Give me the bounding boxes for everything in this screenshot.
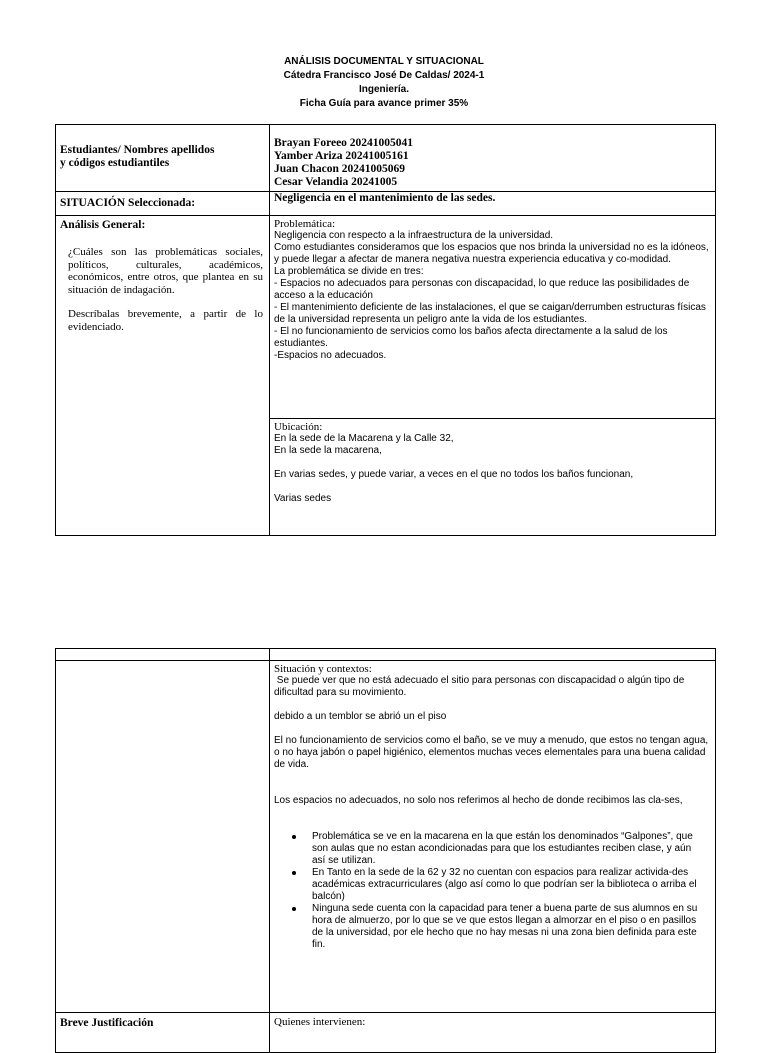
empty-cell <box>56 649 270 661</box>
ficha-table-1 <box>55 124 716 536</box>
list-item <box>312 903 705 951</box>
document-header <box>0 55 768 111</box>
situacion-label: SITUACIÓN Seleccionada: <box>60 197 196 209</box>
quienes-intervienen-label: Quienes intervienen: <box>274 1016 366 1028</box>
situacion-value-cell <box>270 192 716 216</box>
breve-justificacion-cell <box>56 1013 270 1053</box>
ubicacion-title: Ubicación: <box>274 421 323 433</box>
contextos-paragraph: Se puede ver que no está adecuado el sitio para personas con discapacidad o algún tipo de dificultad para su movimiento. <box>274 675 688 698</box>
students-label-line1: Estudiantes/ Nombres apellidos <box>60 144 215 156</box>
problematica-line: -Espacios no adecuados. <box>274 350 387 361</box>
bullet-text: En Tanto en la sede de la 62 y 32 no cuentan con espacios para realizar activida-des académicas extracurriculares (algo así como lo que podrían ser la biblioteca o arriba el balcón) <box>312 867 697 902</box>
ubicacion-line <box>274 481 711 493</box>
analisis-general-cell <box>56 216 270 536</box>
situacion-label-cell <box>56 192 270 216</box>
contextos-title: Situación y contextos: <box>274 663 372 675</box>
header-catedra: Cátedra Francisco José De Caldas/ 2024-1 <box>283 70 485 81</box>
situacion-value: Negligencia en el mantenimiento de las sedes. <box>274 192 496 204</box>
student-entry: Yamber Ariza 20241005161 <box>274 150 409 162</box>
contextos-bullet-list <box>274 831 711 951</box>
header-faculty: Ingeniería. <box>358 84 409 95</box>
problematica-title: Problemática: <box>274 218 336 230</box>
student-entry: Cesar Velandia 20241005 <box>274 176 398 188</box>
bullet-text: Problemática se ve en la macarena en la que están los denominados “Galpones”, que son aulas que no estan acondicionadas para que los estudiantes reciben clase, y aún así se utilizan. <box>312 831 693 866</box>
analisis-describe: Descríbalas brevemente, a partir de lo evidenciado. <box>68 308 263 333</box>
contextos-paragraph: Los espacios no adecuados, no solo nos referimos al hecho de donde recibimos las cla-ses, <box>274 795 683 806</box>
breve-justificacion-label: Breve Justificación <box>60 1017 154 1029</box>
ubicacion-line: En la sede de la Macarena y la Calle 32, <box>274 433 454 444</box>
ubicacion-line <box>274 457 711 469</box>
empty-cell <box>56 661 270 1013</box>
header-title: ANÁLISIS DOCUMENTAL Y SITUACIONAL <box>284 56 484 67</box>
contextos-paragraph: El no funcionamiento de servicios como el baño, se ve muy a menudo, que estos no tengan agua, o no haya jabón o papel higiénico, elementos muchas veces elementales para una buena calidad de vida. <box>274 735 709 770</box>
bullet-icon <box>292 907 296 911</box>
bullet-text: Ninguna sede cuenta con la capacidad para tener a buena parte de sus alumnos en su hora de almuerzo, por lo que se ve que estos llegan a almorzar en el piso o en pasillos de la universidad, por ele hecho que no hay mesas ni una zona bien definida para este fin. <box>312 903 698 950</box>
problematica-line: La problemática se divide en tres: <box>274 266 424 277</box>
ubicacion-line: Varias sedes <box>274 493 332 504</box>
problematica-line: Negligencia con respecto a la infraestructura de la universidad. <box>274 230 554 241</box>
students-list-cell <box>270 125 716 192</box>
problematica-cell <box>270 216 716 419</box>
problematica-line: - Espacios no adecuados para personas con discapacidad, lo que reduce las posibilidades de acceso a la educación <box>274 278 693 301</box>
problematica-line: Como estudiantes consideramos que los espacios que nos brinda la universidad no es la idóneos, y puede llegar a afectar de manera negativa nuestra experiencia educativa y co-modidad. <box>274 242 712 265</box>
empty-cell <box>270 649 716 661</box>
list-item <box>312 867 705 903</box>
student-entry: Brayan Foreeo 20241005041 <box>274 137 414 149</box>
contextos-cell <box>270 661 716 1013</box>
student-entry: Juan Chacon 20241005069 <box>274 163 405 175</box>
analisis-general-title: Análisis General: <box>60 219 146 231</box>
bullet-icon <box>292 835 296 839</box>
contextos-paragraph: debido a un temblor se abrió un el piso <box>274 711 447 722</box>
students-label-cell <box>56 125 270 192</box>
ubicacion-line: En varias sedes, y puede variar, a veces en el que no todos los baños funcionan, <box>274 469 634 480</box>
bullet-icon <box>292 871 296 875</box>
header-subtitle: Ficha Guía para avance primer 35% <box>299 98 469 109</box>
quienes-intervienen-cell <box>270 1013 716 1053</box>
list-item <box>312 831 705 867</box>
students-label-line2: y códigos estudiantiles <box>60 157 170 169</box>
ubicacion-line: En la sede la macarena, <box>274 445 382 456</box>
problematica-line: - El mantenimiento deficiente de las instalaciones, el que se caigan/derrumben estructuras físicas de la universidad representa un peligro ante la vida de los estudiantes. <box>274 302 709 325</box>
ubicacion-cell <box>270 419 716 536</box>
ficha-table-2 <box>55 648 716 1053</box>
problematica-line: - El no funcionamiento de servicios como los baños afecta directamente a la salud de los estudiantes. <box>274 326 671 349</box>
analisis-question: ¿Cuáles son las problemáticas sociales, políticos, culturales, académicos, económicos, entre otros, que plantea en su situación de indagación. <box>68 246 263 296</box>
